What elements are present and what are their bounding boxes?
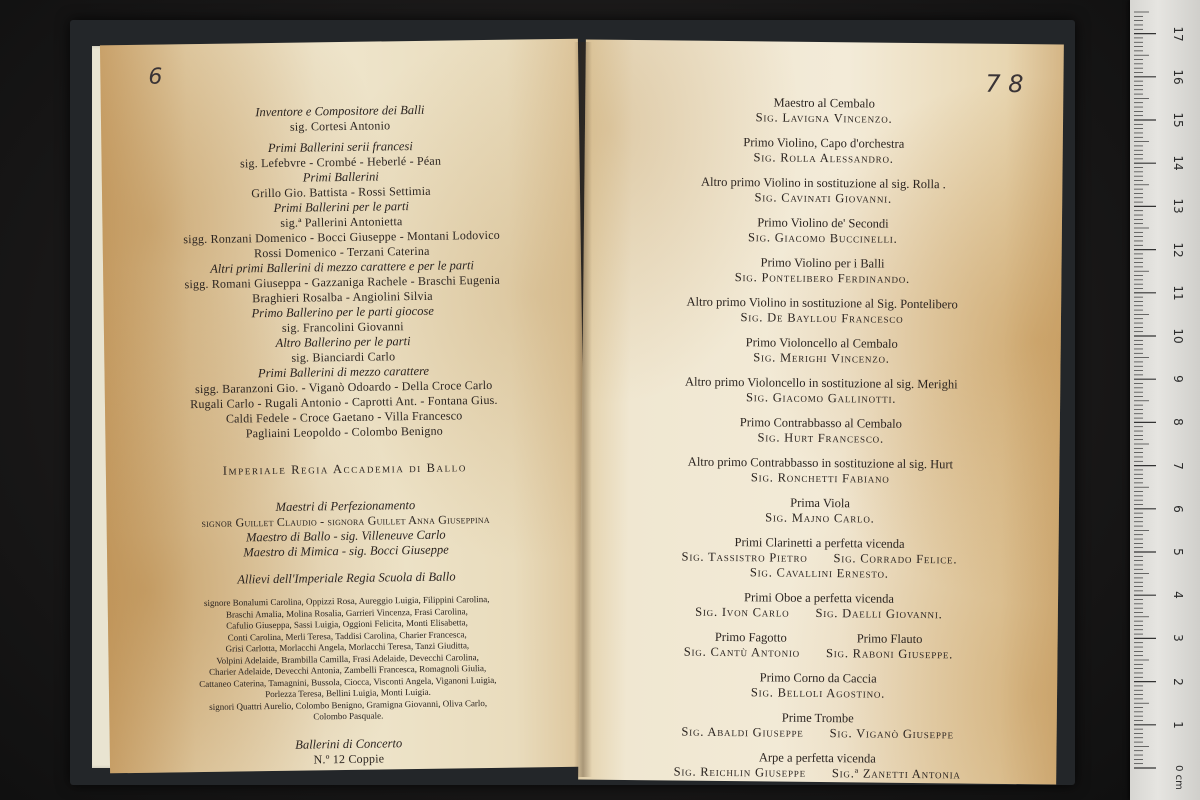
ruler-number: 4 [1171, 591, 1185, 599]
clarinets-entry [580, 533, 1058, 583]
orchestra-entry [583, 254, 1061, 289]
orchestra-entry [585, 134, 1063, 169]
orchestra-player-name: Sig. Giacomo Buccinelli. [747, 230, 898, 246]
choreographer-name: sig. Cortesi Antonio [289, 118, 391, 134]
oboe-role: Primi Oboe a perfetta vicenda [743, 590, 895, 606]
mime-master: Maestro di Mimica - sig. Bocci Giuseppe [243, 542, 449, 560]
students-line: Grisi Carlotta, Morlacchi Angela, Morlacchi Teresa, Tanzi Giuditta, [225, 640, 470, 654]
ruler-ticks [1130, 0, 1200, 800]
orchestra-role: Primo Violino per i Balli [760, 255, 885, 271]
oboe-name-a: Sig. Ivon Carlo [695, 604, 790, 620]
ruler-number: 14 [1171, 155, 1185, 171]
clarinets-name-b: Sig. Corrado Felice. [833, 551, 958, 567]
orchestra-role: Primo Violino, Capo d'orchestra [743, 135, 905, 151]
parts-dancers-title: Primi Ballerini per le parti [273, 199, 410, 215]
orchestra-entry [584, 174, 1062, 209]
ruler-number: 12 [1171, 241, 1185, 258]
orchestra-role: Maestro al Cembalo [773, 95, 875, 111]
ruler-number: 9 [1171, 375, 1185, 383]
right-folio-number: 7 8 [985, 69, 1024, 99]
ruler-number: 11 [1171, 285, 1185, 301]
trumpets-role: Prime Trombe [781, 710, 854, 726]
orchestra-player-name: Sig. Rolla Alessandro. [753, 150, 894, 166]
principal-dancers-title: Primi Ballerini [302, 169, 379, 185]
clarinets-name-c: Sig. Cavallini Ernesto. [749, 565, 889, 581]
orchestra-player-name: Sig. Giacomo Gallinotti. [745, 390, 897, 406]
ballo-master: Maestro di Ballo - sig. Villeneuve Carlo [245, 527, 446, 545]
orchestra-role: Altro primo Contrabbasso in sostituzione al sig. Hurt [687, 454, 954, 472]
orchestra-player-name: Sig. Cavinati Giovanni. [754, 190, 892, 206]
orchestra-role: Primo Violoncello al Cembalo [745, 335, 898, 351]
ruler-number: 7 [1171, 461, 1185, 470]
orchestra-list [581, 94, 1063, 529]
ruler-number: 17 [1171, 25, 1185, 42]
parts-dancers-line-3: Rossi Domenico - Terzani Caterina [254, 243, 430, 261]
academy-heading: Imperiale Regia Accademia di Ballo [222, 460, 467, 478]
ruler-number: 15 [1171, 112, 1185, 128]
right-page [578, 40, 1064, 785]
comic-dancer-name: sig. Francolini Giovanni [281, 319, 404, 335]
principal-dancers-names: Grillo Gio. Battista - Rossi Settimia [251, 183, 431, 201]
students-line: Porlezza Teresa, Bellini Luigia, Monti Luigia. [265, 686, 431, 700]
bassoon-role: Primo Fagotto [714, 629, 787, 645]
orchestra-player-name: Sig. Lavigna Vincenzo. [755, 110, 893, 126]
other-dancers-line-1: sigg. Romani Giuseppa - Gazzaniga Rachele - Braschi Eugenia [184, 272, 501, 292]
other-dancers-line-2: Braghieri Rosalba - Angiolini Silvia [252, 288, 433, 306]
orchestra-role: Altro primo Violino in sostituzione al sig. Rolla . [700, 174, 946, 192]
serious-dancers-title: Primi Ballerini serii francesi [267, 139, 413, 156]
clarinets-name-a: Sig. Tassistro Pietro [681, 549, 808, 565]
oboe-name-b: Sig. Daelli Giovanni. [815, 605, 943, 622]
orchestra-role: Primo Violino de' Secondi [757, 215, 889, 231]
mezzo-dancers-line-2: Rugali Carlo - Rugali Antonio - Caprotti Ant. - Fontana Gius. [190, 392, 498, 412]
harps-name-a: Sig. Reichlin Giuseppe [673, 764, 806, 780]
horn-role: Primo Corno da Caccia [759, 670, 877, 686]
trumpets-entry [579, 708, 1057, 743]
students-line: signori Quattri Aurelio, Colombo Benigno, Gramigna Giovanni, Oliva Carlo, [209, 697, 488, 712]
ruler-number: 2 [1171, 677, 1185, 686]
orchestra-player-name: Sig. Hurt Francesco. [757, 430, 885, 446]
another-dancer-name: sig. Bianciardi Carlo [291, 349, 396, 365]
orchestra-role: Altro primo Violino in sostituzione al Sig. Pontelibero [686, 294, 958, 312]
students-line: Cattaneo Caterina, Tamagnini, Bussola, Ciocca, Visconti Angela, Viganoni Luigia, [199, 674, 497, 689]
ruler-number: 1 [1171, 720, 1185, 729]
flute-role: Primo Flauto [856, 631, 923, 647]
left-page-text [101, 101, 588, 770]
students-line: Colombo Pasquale. [313, 710, 384, 722]
comic-dancer-title: Primo Ballerino per le parti giocose [251, 303, 434, 321]
bassoon-flute-entry [579, 628, 1057, 663]
harps-entry [578, 748, 1056, 783]
ruler-number: 6 [1171, 504, 1185, 513]
ruler-unit-label: 0 cm [1172, 765, 1184, 790]
students-line: Cafulio Giuseppa, Sassi Luigia, Oggioni Felicita, Monti Elisabetta, [226, 617, 468, 631]
students-line: Charier Adelaide, Devecchi Antonia, Zambelli Francesca, Romagnoli Giulia, [209, 663, 487, 677]
harps-role: Arpe a perfetta vicenda [758, 750, 876, 766]
measurement-ruler [1130, 0, 1200, 800]
parts-dancers-line-1: sig.ª Pallerini Antonietta [280, 214, 403, 230]
mezzo-dancers-line-3: Caldi Fedele - Croce Gaetano - Villa Francesco [225, 408, 463, 426]
left-folio-number: 6 [148, 64, 163, 90]
other-dancers-title: Altri primi Ballerini di mezzo carattere e per le parti [210, 258, 475, 276]
orchestra-player-name: Sig. Merighi Vincenzo. [753, 350, 890, 366]
students-line: Braschi Amalia, Molina Rosalia, Garrieri Vincenza, Frasi Carolina, [225, 605, 468, 620]
orchestra-entry [582, 413, 1060, 448]
flute-name: Sig. Raboni Giuseppe. [825, 646, 954, 662]
orchestra-role: Altro primo Violoncello in sostituzione al sig. Merighi [684, 374, 958, 392]
orchestra-role: Primo Contrabbasso al Cembalo [739, 415, 903, 431]
orchestra-player-name: Sig. De Bayllou Francesco [740, 310, 904, 326]
students-line: Volpini Adelaide, Brambilla Camilla, Frasi Adelaide, Devecchi Carolina, [216, 651, 479, 666]
mezzo-dancers-line-1: sigg. Baranzoni Gio. - Viganò Odoardo - Della Croce Carlo [194, 377, 493, 397]
orchestra-entry [584, 214, 1062, 249]
clarinets-role: Primi Clarinetti a perfetta vicenda [734, 535, 905, 551]
masters-title: Maestri di Perfezionamento [275, 498, 416, 514]
orchestra-entry [582, 334, 1060, 369]
students-title: Allievi dell'Imperiale Regia Scuola di Ballo [237, 569, 456, 587]
mezzo-dancers-line-4: Pagliaini Leopoldo - Colombo Benigno [245, 423, 444, 441]
another-dancer-title: Altro Ballerino per le parti [275, 334, 411, 350]
ruler-number: 13 [1171, 198, 1185, 215]
ruler-number: 16 [1171, 69, 1185, 85]
ruler-number: 8 [1171, 418, 1185, 427]
book-gutter [574, 42, 592, 777]
ruler-number: 10 [1171, 328, 1185, 344]
bassoon-name: Sig. Cantù Antonio [683, 644, 801, 660]
horn-name: Sig. Belloli Agostino. [750, 685, 886, 701]
choreographer-title: Inventore e Compositore dei Balli [255, 102, 425, 120]
concert-dancers-count: N.º 12 Coppie [313, 750, 385, 766]
orchestra-player-name: Sig. Ronchetti Fabiano [750, 470, 890, 486]
trumpets-name-b: Sig. Viganò Giuseppe [829, 726, 954, 742]
students-line: Conti Carolina, Merli Teresa, Taddisi Carolina, Charier Francesca, [227, 628, 467, 643]
horn-entry [579, 668, 1057, 703]
right-page-text [578, 94, 1063, 794]
concert-dancers-title: Ballerini di Concerto [295, 735, 403, 752]
masters-names: signor Guillet Claudio - signora Guillet Anna Giuseppina [201, 511, 490, 531]
parts-dancers-line-2: sigg. Ronzani Domenico - Bocci Giuseppe - Montani Lodovico [183, 227, 500, 247]
left-page [100, 39, 588, 774]
orchestra-entry [585, 94, 1063, 129]
orchestra-player-name: Sig. Majno Carlo. [765, 510, 875, 526]
trumpets-name-a: Sig. Abaldi Giuseppe [681, 724, 804, 740]
orchestra-role: Prima Viola [790, 495, 851, 511]
harps-name-b: Sig.ª Zanetti Antonia [831, 766, 961, 782]
orchestra-entry [583, 294, 1061, 329]
orchestra-entry [581, 453, 1059, 488]
students-list [108, 593, 588, 726]
orchestra-entry [582, 373, 1060, 408]
orchestra-entry [581, 493, 1059, 528]
serious-dancers-names: sig. Lefebvre - Crombé - Heberlé - Péan [239, 153, 442, 171]
students-line: signore Bonalumi Carolina, Oppizzi Rosa, Aureggio Luigia, Filippini Carolina, [203, 593, 490, 608]
ruler-number: 5 [1171, 548, 1185, 556]
ruler-number: 3 [1171, 634, 1185, 643]
oboe-entry [580, 588, 1058, 623]
mezzo-dancers-title: Primi Ballerini di mezzo carattere [257, 363, 430, 381]
orchestra-player-name: Sig. Pontelibero Ferdinando. [734, 270, 911, 286]
